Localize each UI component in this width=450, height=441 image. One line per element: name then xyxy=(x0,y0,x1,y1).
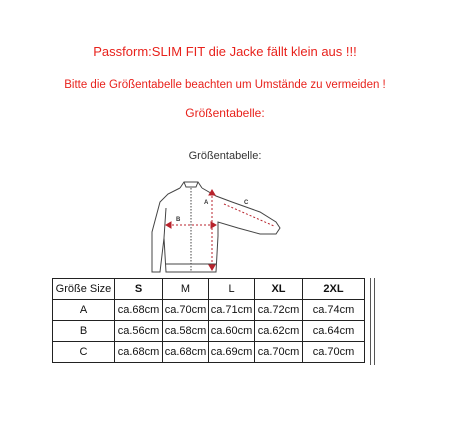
size-chart-subtitle: Größentabelle: xyxy=(188,150,262,162)
table-edge-line xyxy=(374,278,375,365)
table-cell: ca.69cm xyxy=(209,342,255,363)
table-cell: ca.64cm xyxy=(303,321,365,342)
size-header-s: S xyxy=(115,279,163,300)
size-header-2xl: 2XL xyxy=(303,279,365,300)
table-header-row xyxy=(53,279,365,300)
table-row xyxy=(53,342,365,363)
table-cell: ca.74cm xyxy=(303,300,365,321)
table-cell: ca.70cm xyxy=(303,342,365,363)
row-label: A xyxy=(53,300,115,321)
table-cell: ca.72cm xyxy=(255,300,303,321)
size-header-xl: XL xyxy=(255,279,303,300)
table-cell: ca.56cm xyxy=(115,321,163,342)
size-chart-heading: Größentabelle: xyxy=(185,106,265,120)
table-cell: ca.71cm xyxy=(209,300,255,321)
table-cell: ca.58cm xyxy=(163,321,209,342)
table-cell: ca.68cm xyxy=(115,300,163,321)
row-label: C xyxy=(53,342,115,363)
table-cell: ca.62cm xyxy=(255,321,303,342)
table-cell: ca.60cm xyxy=(209,321,255,342)
table-edge-line xyxy=(370,278,371,365)
table-corner-label: Größe Size xyxy=(53,279,115,300)
measurement-label-b: B xyxy=(176,217,181,223)
jacket-measurement-diagram xyxy=(148,178,288,274)
measurement-label-a: A xyxy=(204,200,209,206)
row-label: B xyxy=(53,321,115,342)
measurement-label-c: C xyxy=(244,200,249,206)
table-row xyxy=(53,300,365,321)
size-header-l: L xyxy=(209,279,255,300)
table-row xyxy=(53,321,365,342)
table-cell: ca.68cm xyxy=(115,342,163,363)
size-table xyxy=(52,278,365,363)
size-header-m: M xyxy=(163,279,209,300)
table-cell: ca.68cm xyxy=(163,342,209,363)
slim-fit-warning: Passform:SLIM FIT die Jacke fällt klein aus !!! xyxy=(93,44,357,59)
table-cell: ca.70cm xyxy=(163,300,209,321)
size-chart-notice: Bitte die Größentabelle beachten um Umstände zu vermeiden ! xyxy=(64,79,386,91)
table-cell: ca.70cm xyxy=(255,342,303,363)
